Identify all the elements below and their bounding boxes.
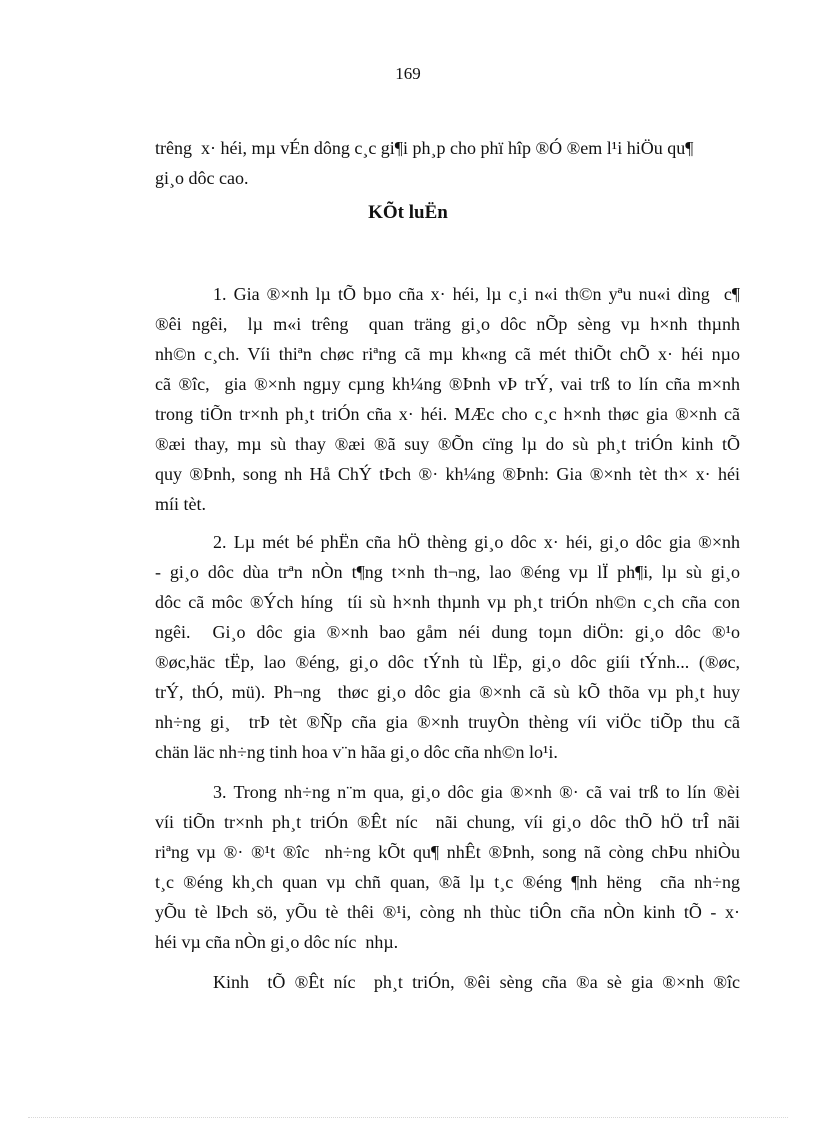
page-bottom-divider	[28, 1117, 788, 1118]
text-line: t¸c ®éng kh¸ch quan vµ chñ quan, ®ã lµ t¸c ®éng ¶nh hëng cña nh÷ng	[155, 872, 740, 892]
text-line: héi vµ cña nÒn gi¸o dôc níc nhµ.	[155, 932, 399, 952]
text-line: chän läc nh÷ng tinh hoa v¨n hãa gi¸o dôc cña nh©n lo¹i.	[155, 742, 558, 762]
text-line: ®øc,häc tËp, lao ®éng, gi¸o dôc tÝnh tù lËp, gi¸o dôc giíi tÝnh... (®øc,	[155, 652, 740, 672]
text-line: trÝ, thÓ, mü). Ph¬ng thøc gi¸o dôc gia ®×nh cã sù kÕ thõa vµ ph¸t huy	[155, 682, 740, 702]
text-line: trêng x· héi, mµ vÉn dông c¸c gi¶i ph¸p cho phï hîp ®Ó ®em l¹i hiÖu qu¶	[155, 138, 694, 158]
text-line: ngêi. Gi¸o dôc gia ®×nh bao gåm néi dung toµn diÖn: gi¸o dôc ®¹o	[155, 622, 740, 642]
text-line: nh©n c¸ch. Víi thiªn chøc riªng cã mµ kh«ng cã mét thiÕt chÕ x· héi nµo	[155, 344, 740, 364]
text-line: víi tiÕn tr×nh ph¸t triÓn ®Êt níc nãi chung, víi gi¸o dôc thÕ hÖ trÎ nãi	[155, 812, 740, 832]
text-line: nh÷ng gi¸ trÞ tèt ®Ñp cña gia ®×nh truyÒn thèng víi viÖc tiÕp thu cã	[155, 712, 740, 732]
text-line: yÕu tè lÞch sö, yÕu tè thêi ®¹i, còng nh thùc tiÔn cña nÒn kinh tÕ - x·	[155, 902, 740, 922]
section-heading: KÕt luËn	[368, 202, 448, 223]
text-line: ®æi thay, mµ sù thay ®æi ®ã suy ®Õn cïng lµ do sù ph¸t triÓn kinh tÕ	[155, 434, 740, 454]
text-line: dôc cã môc ®Ých híng tíi sù h×nh thµnh vµ ph¸t triÓn nh©n c¸ch cña con	[155, 592, 740, 612]
text-line: 3. Trong nh÷ng n¨m qua, gi¸o dôc gia ®×nh ®· cã vai trß to lín ®èi	[213, 782, 740, 802]
text-line: míi tèt.	[155, 494, 206, 514]
text-line: ®êi ngêi, lµ m«i trêng quan träng gi¸o dôc nÕp sèng vµ h×nh thµnh	[155, 314, 740, 334]
text-line: gi¸o dôc cao.	[155, 168, 249, 188]
text-line: quy ®Þnh, song nh Hå ChÝ tÞch ®· kh¼ng ®Þnh: Gia ®×nh tèt th× x· héi	[155, 464, 740, 484]
text-line: 2. Lµ mét bé phËn cña hÖ thèng gi¸o dôc x· héi, gi¸o dôc gia ®×nh	[213, 532, 740, 552]
text-line: riªng vµ ®· ®¹t ®îc nh÷ng kÕt qu¶ nhÊt ®Þnh, song nã còng chÞu nhiÒu	[155, 842, 740, 862]
text-line: cã ®îc, gia ®×nh ngµy cµng kh¼ng ®Þnh vÞ trÝ, vai trß to lín cña m×nh	[155, 374, 740, 394]
text-line: Kinh tÕ ®Êt níc ph¸t triÓn, ®êi sèng cña ®a sè gia ®×nh ®îc	[213, 972, 740, 992]
text-line: - gi¸o dôc dùa trªn nÒn t¶ng t×nh th¬ng, lao ®éng vµ lÏ ph¶i, lµ sù gi¸o	[155, 562, 740, 582]
page-number: 169	[395, 64, 421, 83]
text-line: 1. Gia ®×nh lµ tÕ bµo cña x· héi, lµ c¸i n«i th©n yªu nu«i dìng c¶	[213, 284, 740, 304]
text-line: trong tiÕn tr×nh ph¸t triÓn cña x· héi. MÆc cho c¸c h×nh thøc gia ®×nh cã	[155, 404, 740, 424]
